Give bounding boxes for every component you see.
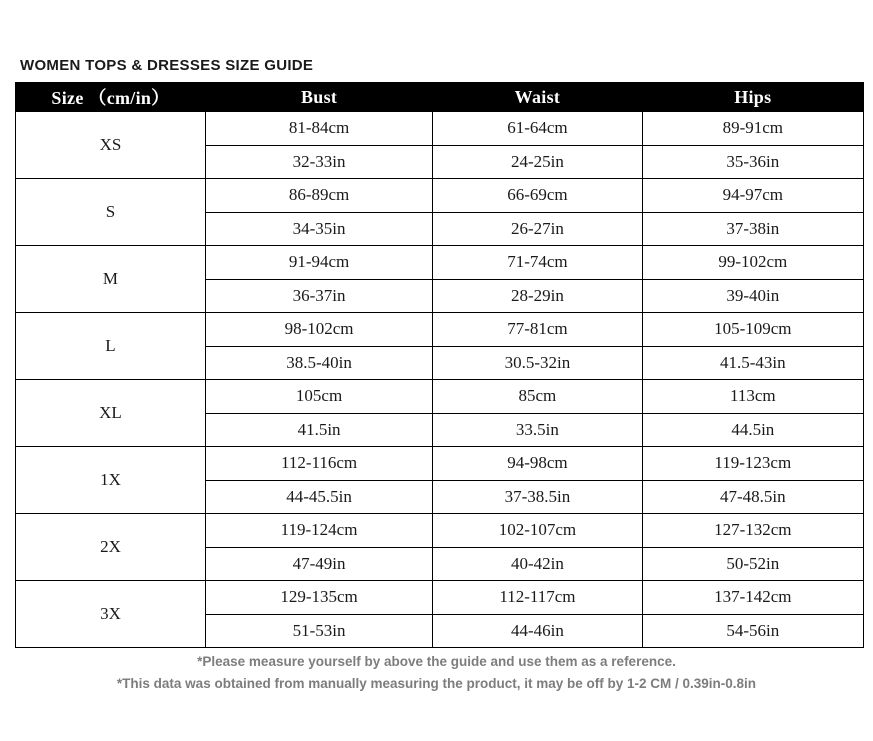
waist-in-cell: 37-38.5in xyxy=(433,480,642,514)
waist-in-cell: 33.5in xyxy=(433,413,642,447)
hips-cm-cell: 94-97cm xyxy=(642,179,863,213)
table-row-cm xyxy=(16,179,864,213)
waist-cm-cell: 112-117cm xyxy=(433,581,642,615)
waist-in-cell: 30.5-32in xyxy=(433,346,642,380)
table-row-cm xyxy=(16,246,864,280)
header-size: Size （cm/in） xyxy=(16,83,206,112)
hips-cm-cell: 119-123cm xyxy=(642,447,863,481)
bust-cm-cell: 112-116cm xyxy=(205,447,432,481)
table-header-row xyxy=(16,83,864,112)
footnote-measure-reference: *Please measure yourself by above the guide and use them as a reference. xyxy=(197,654,676,669)
hips-in-cell: 39-40in xyxy=(642,279,863,313)
size-cell: S xyxy=(16,179,206,246)
bust-in-cell: 47-49in xyxy=(205,547,432,581)
waist-in-cell: 40-42in xyxy=(433,547,642,581)
table-row-cm xyxy=(16,581,864,615)
size-cell: XL xyxy=(16,380,206,447)
table-row-cm xyxy=(16,380,864,414)
bust-cm-cell: 105cm xyxy=(205,380,432,414)
waist-cm-cell: 94-98cm xyxy=(433,447,642,481)
table-row-cm xyxy=(16,112,864,146)
hips-in-cell: 54-56in xyxy=(642,614,863,648)
footnotes xyxy=(0,653,873,697)
hips-in-cell: 37-38in xyxy=(642,212,863,246)
bust-cm-cell: 119-124cm xyxy=(205,514,432,548)
hips-in-cell: 50-52in xyxy=(642,547,863,581)
waist-in-cell: 24-25in xyxy=(433,145,642,179)
bust-in-cell: 41.5in xyxy=(205,413,432,447)
size-guide-table xyxy=(15,82,864,648)
hips-in-cell: 41.5-43in xyxy=(642,346,863,380)
table-row-cm xyxy=(16,313,864,347)
waist-cm-cell: 66-69cm xyxy=(433,179,642,213)
waist-in-cell: 26-27in xyxy=(433,212,642,246)
waist-cm-cell: 85cm xyxy=(433,380,642,414)
bust-cm-cell: 91-94cm xyxy=(205,246,432,280)
bust-in-cell: 38.5-40in xyxy=(205,346,432,380)
bust-in-cell: 44-45.5in xyxy=(205,480,432,514)
bust-in-cell: 32-33in xyxy=(205,145,432,179)
header-hips: Hips xyxy=(642,83,863,112)
waist-cm-cell: 77-81cm xyxy=(433,313,642,347)
size-cell: L xyxy=(16,313,206,380)
hips-in-cell: 44.5in xyxy=(642,413,863,447)
header-waist: Waist xyxy=(433,83,642,112)
hips-in-cell: 47-48.5in xyxy=(642,480,863,514)
hips-cm-cell: 127-132cm xyxy=(642,514,863,548)
bust-cm-cell: 129-135cm xyxy=(205,581,432,615)
bust-in-cell: 34-35in xyxy=(205,212,432,246)
header-bust: Bust xyxy=(205,83,432,112)
hips-in-cell: 35-36in xyxy=(642,145,863,179)
bust-cm-cell: 81-84cm xyxy=(205,112,432,146)
bust-in-cell: 51-53in xyxy=(205,614,432,648)
waist-cm-cell: 61-64cm xyxy=(433,112,642,146)
bust-in-cell: 36-37in xyxy=(205,279,432,313)
hips-cm-cell: 137-142cm xyxy=(642,581,863,615)
waist-cm-cell: 71-74cm xyxy=(433,246,642,280)
waist-in-cell: 28-29in xyxy=(433,279,642,313)
footnote-tolerance: *This data was obtained from manually measuring the product, it may be off by 1-2 CM / 0.39in-0.8in xyxy=(116,676,757,691)
hips-cm-cell: 89-91cm xyxy=(642,112,863,146)
size-cell: 2X xyxy=(16,514,206,581)
waist-cm-cell: 102-107cm xyxy=(433,514,642,548)
waist-in-cell: 44-46in xyxy=(433,614,642,648)
table-row-cm xyxy=(16,447,864,481)
size-cell: 1X xyxy=(16,447,206,514)
hips-cm-cell: 105-109cm xyxy=(642,313,863,347)
size-cell: M xyxy=(16,246,206,313)
hips-cm-cell: 113cm xyxy=(642,380,863,414)
size-cell: 3X xyxy=(16,581,206,648)
hips-cm-cell: 99-102cm xyxy=(642,246,863,280)
size-cell: XS xyxy=(16,112,206,179)
bust-cm-cell: 98-102cm xyxy=(205,313,432,347)
page-title: WOMEN TOPS & DRESSES SIZE GUIDE xyxy=(20,57,314,74)
bust-cm-cell: 86-89cm xyxy=(205,179,432,213)
table-row-cm xyxy=(16,514,864,548)
